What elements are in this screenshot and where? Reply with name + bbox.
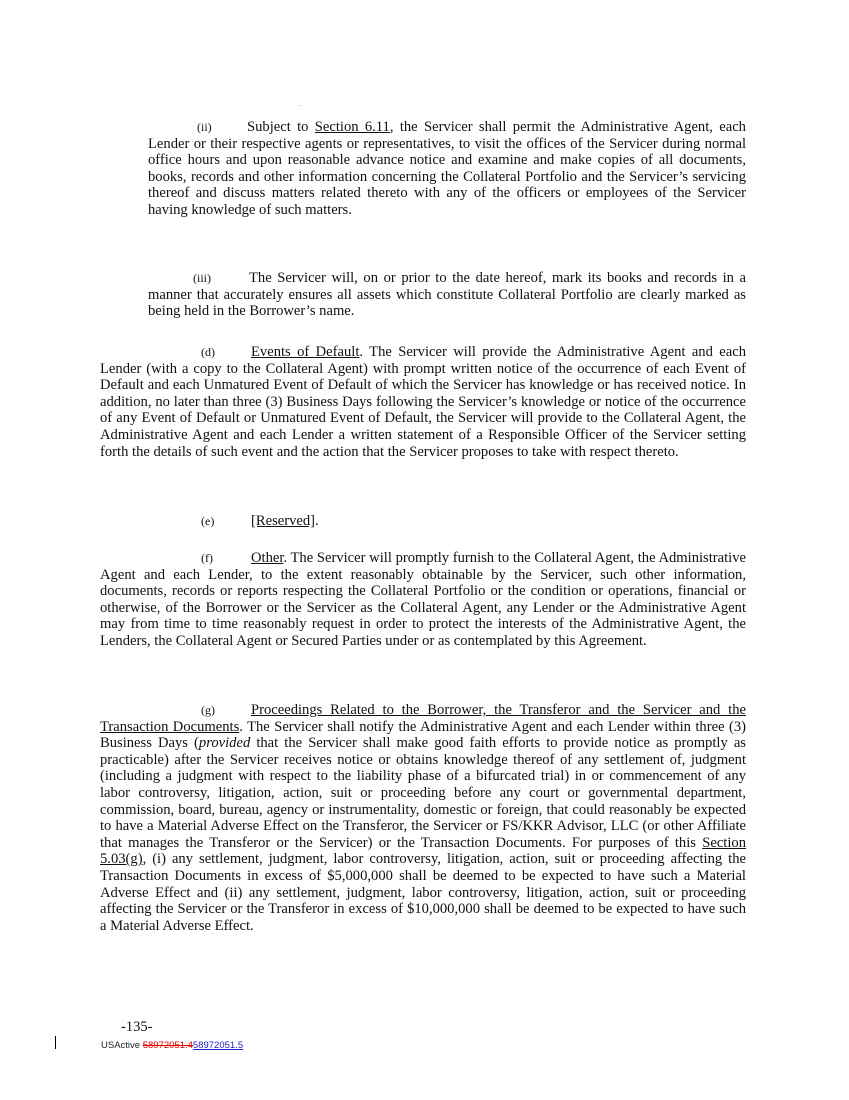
paragraph-f: (f) Other. The Servicer will promptly furnish to the Collateral Agent, the Administrative Agent and each Lender, to the extent reasonably obtainable by the Servicer, such other information, documents, records or reports respecting the Collateral Portfolio or the condition or operations, financial or otherwise, of the Borrower or the Servicer as the Collateral Agent, any Lender or the Administrative Agent may from time to time reasonably request in order to protect the interests of the Administrative Agent, the Lenders, the Collateral Agent or Secured Parties under or as contemplated by this Agreement. (100, 550, 746, 649)
section-6-11-link[interactable]: Section 6.11 (314, 119, 390, 135)
paragraph-d: (d) Events of Default. The Servicer will provide the Administrative Agent and each Lender (with a copy to the Collateral Agent) with prompt written notice of the occurrence of each Event of Default and each Unmatured Event of Default of which the Servicer has knowledge or has received notice. In addition, no later than three (3) Business Days following the Servicer’s knowledge or notice of the occurrence of any Event of Default or Unmatured Event of Default, the Servicer will provide to the Collateral Agent, the Administrative Agent and each Lender a written statement of a Responsible Officer of the Servicer setting forth the details of such event and the action that the Servicer proposes to take with respect thereto. (100, 344, 746, 460)
document-id-footer: USActive 58972051.458972051.5 (101, 1040, 244, 1051)
reserved-text: [Reserved] (251, 513, 316, 529)
deleted-doc-id: 58972051.4 (142, 1040, 193, 1051)
section-5-03g-link[interactable]: Section 5.03(g) (100, 834, 746, 868)
inserted-doc-id: 58972051.5 (192, 1040, 244, 1051)
label-e: (e) (201, 514, 215, 528)
label-g: (g) (201, 703, 215, 717)
heading-events-of-default: Events of Default (251, 344, 360, 360)
paragraph-g: (g) Proceedings Related to the Borrower, the Transferor and the Servicer and the Transaction Documents. The Servicer shall notify the Administrative Agent and each Lender within three (3) Business Days (provided that the Servicer shall make good faith efforts to provide notice as promptly as practicable) after the Servicer receives notice or obtains knowledge thereof of any settlement of, judgment (including a judgment with respect to the liability phase of a bifurcated trial) in or commencement of any labor controversy, litigation, action, suit or proceeding before any court or governmental department, commission, board, bureau, agency or instrumentality, domestic or foreign, that could reasonably be expected to have a Material Adverse Effect on the Transferor, the Servicer or FS/KKR Advisor, LLC (or other Affiliate that manages the Transferor or the Servicer) or the Transaction Documents. For purposes of this Section 5.03(g), (i) any settlement, judgment, labor controversy, litigation, action, suit or proceeding affecting the Transaction Documents in excess of $5,000,000 shall be deemed to be expected to have such a Material Adverse Effect and (ii) any settlement, judgment, labor controversy, litigation, action, suit or proceeding affecting the Servicer or the Transferor in excess of $10,000,000 shall be deemed to be expected to have such a Material Adverse Effect. (100, 702, 746, 934)
change-bar (55, 1036, 56, 1049)
paragraph-ii: (ii) Subject to Section 6.11, the Servicer shall permit the Administrative Agent, each Lender or their respective agents or representatives, to visit the offices of the Servicer during normal office hours and upon reasonable advance notice and examine and make copies of all documents, books, records and other information concerning the Collateral Portfolio and the Servicer’s servicing thereof and discuss matters related thereto with any of the officers or employees of the Servicer having knowledge of such matters. (148, 119, 746, 218)
label-d: (d) (201, 345, 215, 359)
paragraph-iii: (iii) The Servicer will, on or prior to the date hereof, mark its books and records in a manner that accurately ensures all assets which constitute Collateral Portfolio are clearly marked as being held in the Borrower’s name. (148, 270, 746, 320)
stray-mark: . (299, 99, 301, 108)
label-ii: (ii) (197, 120, 212, 134)
label-f: (f) (201, 551, 213, 565)
page-number: -135- (121, 1019, 153, 1035)
paragraph-e: (e) [Reserved]. (201, 513, 319, 529)
heading-other: Other (251, 550, 284, 566)
heading-proceedings: Proceedings Related to the Borrower, the Transferor and the Servicer and the Transaction Documents (100, 702, 746, 735)
label-iii: (iii) (193, 271, 211, 285)
